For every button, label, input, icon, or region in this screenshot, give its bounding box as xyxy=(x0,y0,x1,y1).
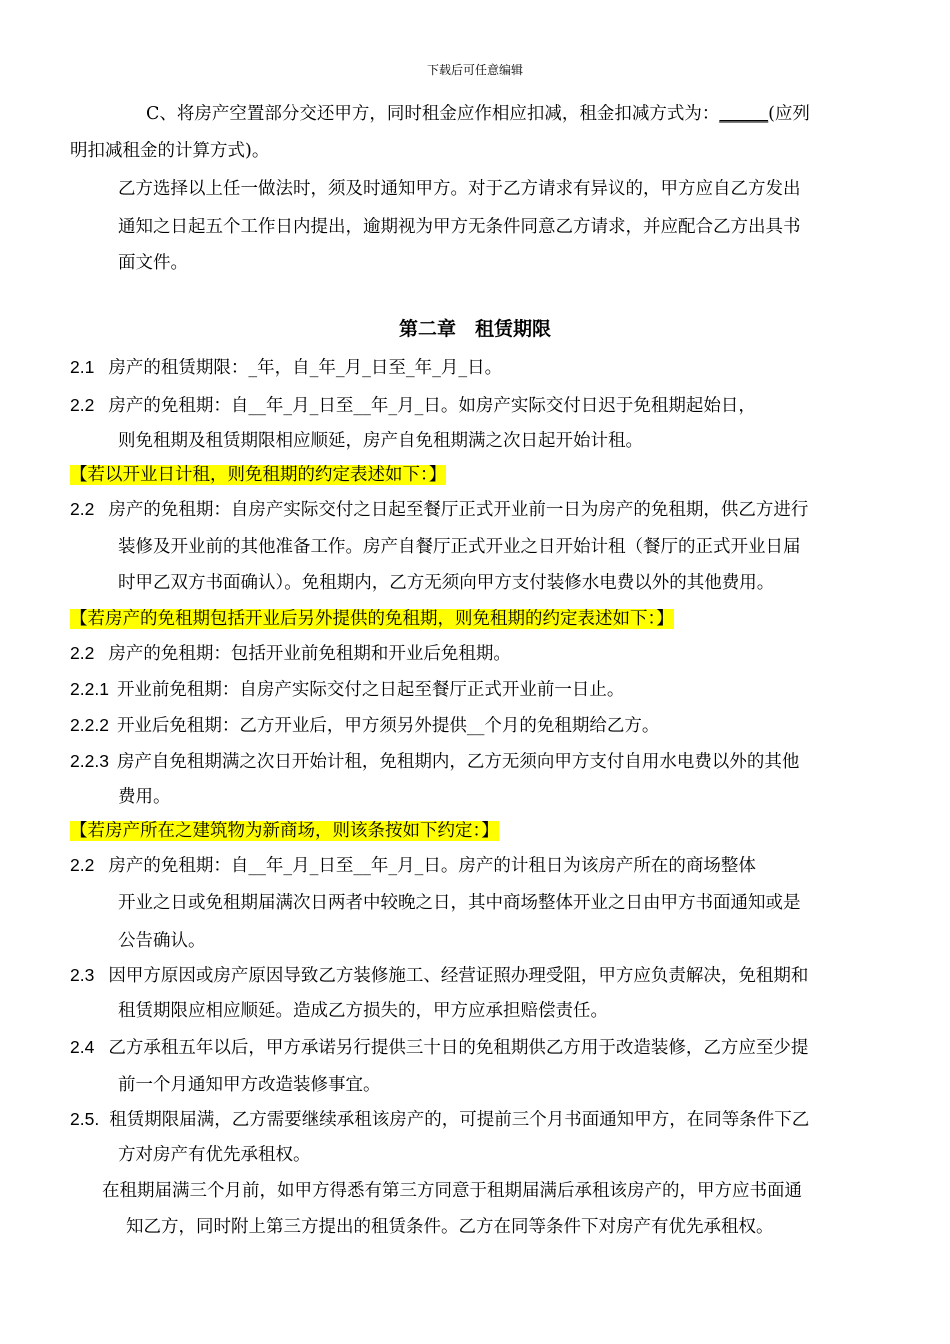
section-text: 开业前免租期：自房产实际交付之日起至餐厅正式开业前一日止。 xyxy=(116,680,625,700)
section-text: 房产的免租期：自__年_月_日至__年_月_日。房产的计租日为该房产所在的商场整体 xyxy=(108,856,756,876)
section-number: 2.1 xyxy=(70,357,95,377)
note-open-day xyxy=(70,462,446,488)
highlighted-note: 【若房产的免租期包括开业后另外提供的免租期，则免租期的约定表述如下：】 xyxy=(70,609,674,629)
section-2-3-line-2: 租赁期限应相应顺延。造成乙方损失的，甲方应承担赔偿责任。 xyxy=(118,1001,608,1021)
section-2-2-1 xyxy=(70,676,624,703)
final-para-line-1: 在租期届满三个月前，如甲方得悉有第三方同意于租期届满后承租该房产的，甲方应书面通 xyxy=(102,1181,802,1201)
section-text: 房产的免租期：自房产实际交付之日起至餐厅正式开业前一日为房产的免租期，供乙方进行 xyxy=(108,500,809,520)
notice-para-line-2: 通知之日起五个工作日内提出，逾期视为甲方无条件同意乙方请求，并应配合乙方出具书 xyxy=(118,217,801,237)
section-2-2c xyxy=(70,640,511,667)
page-header: 下载后可任意编辑 xyxy=(426,63,523,77)
section-number: 2.2.3 xyxy=(70,751,109,771)
section-2-2d-line-3: 公告确认。 xyxy=(118,931,206,951)
final-para-line-2: 知乙方，同时附上第三方提出的租赁条件。乙方在同等条件下对房产有优先承租权。 xyxy=(126,1217,774,1237)
section-number: 2.2 xyxy=(70,395,95,415)
chapter-title: 第二章 租赁期限 xyxy=(398,318,551,340)
section-2-3-line-1 xyxy=(70,962,808,989)
section-number: 2.4 xyxy=(70,1037,95,1057)
notice-para-line-1: 乙方选择以上任一做法时，须及时通知甲方。对于乙方请求有异议的，甲方应自乙方发出 xyxy=(118,179,801,199)
section-2-2d-line-2: 开业之日或免租期届满次日两者中较晚之日，其中商场整体开业之日由甲方书面通知或是 xyxy=(118,893,801,913)
clause-c-text: C、将房产空置部分交还甲方，同时租金应作相应扣减，租金扣减方式为： xyxy=(146,104,720,124)
section-number: 2.5. xyxy=(70,1109,100,1129)
section-number: 2.2 xyxy=(70,855,95,875)
clause-c-line-2: 明扣减租金的计算方式)。 xyxy=(70,141,270,161)
section-number: 2.2.1 xyxy=(70,679,109,699)
section-text: 房产的租赁期限：_年，自_年_月_日至_年_月_日。 xyxy=(108,358,503,378)
section-2-1 xyxy=(70,354,502,381)
section-number: 2.2 xyxy=(70,643,95,663)
section-2-2a-line-2: 则免租期及租赁期限相应顺延，房产自免租期满之次日起开始计租。 xyxy=(118,431,643,451)
highlighted-note: 【若房产所在之建筑物为新商场，则该条按如下约定：】 xyxy=(70,821,499,841)
section-2-2b-line-2: 装修及开业前的其他准备工作。房产自餐厅正式开业之日开始计租（餐厅的正式开业日届 xyxy=(118,537,801,557)
section-number: 2.2 xyxy=(70,499,95,519)
section-2-2-3-line-2: 费用。 xyxy=(118,787,171,807)
section-text: 房产的免租期：包括开业前免租期和开业后免租期。 xyxy=(108,644,511,664)
section-text: 乙方承租五年以后，甲方承诺另行提供三十日的免租期供乙方用于改造装修，乙方应至少提 xyxy=(108,1038,809,1058)
section-2-2a-line-1 xyxy=(70,392,756,419)
highlighted-note: 【若以开业日计租，则免租期的约定表述如下：】 xyxy=(70,465,447,485)
section-2-2b-line-1 xyxy=(70,496,808,523)
note-new-mall xyxy=(70,818,499,844)
clause-c-text-tail: (应列 xyxy=(768,104,810,124)
section-text: 房产的免租期：自__年_月_日至__年_月_日。如房产实际交付日迟于免租期起始日， xyxy=(108,396,756,416)
notice-para-line-3: 面文件。 xyxy=(118,253,188,273)
section-number: 2.2.2 xyxy=(70,715,109,735)
section-2-2-2 xyxy=(70,712,659,739)
section-2-5-line-1 xyxy=(70,1106,809,1133)
section-text: 因甲方原因或房产原因导致乙方装修施工、经营证照办理受阻，甲方应负责解决，免租期和 xyxy=(108,966,809,986)
section-2-2-3-line-1 xyxy=(70,748,799,775)
section-number: 2.3 xyxy=(70,965,95,985)
section-2-4-line-2: 前一个月通知甲方改造装修事宜。 xyxy=(118,1075,381,1095)
section-text: 房产自免租期满之次日开始计租，免租期内，乙方无须向甲方支付自用水电费以外的其他 xyxy=(116,752,800,772)
section-text: 租赁期限届满，乙方需要继续承租该房产的，可提前三个月书面通知甲方，在同等条件下乙 xyxy=(109,1110,810,1130)
note-extra-rent-free xyxy=(70,606,674,632)
section-2-5-line-2: 方对房产有优先承租权。 xyxy=(118,1145,311,1165)
clause-c-blank: _____ xyxy=(719,103,769,123)
section-2-2b-line-3: 时甲乙双方书面确认）。免租期内，乙方无须向甲方支付装修水电费以外的其他费用。 xyxy=(118,573,775,593)
section-2-2d-line-1 xyxy=(70,852,756,879)
section-2-4-line-1 xyxy=(70,1034,808,1061)
clause-c-line-1 xyxy=(146,100,810,127)
section-text: 开业后免租期：乙方开业后，甲方须另外提供__个月的免租期给乙方。 xyxy=(116,716,660,736)
